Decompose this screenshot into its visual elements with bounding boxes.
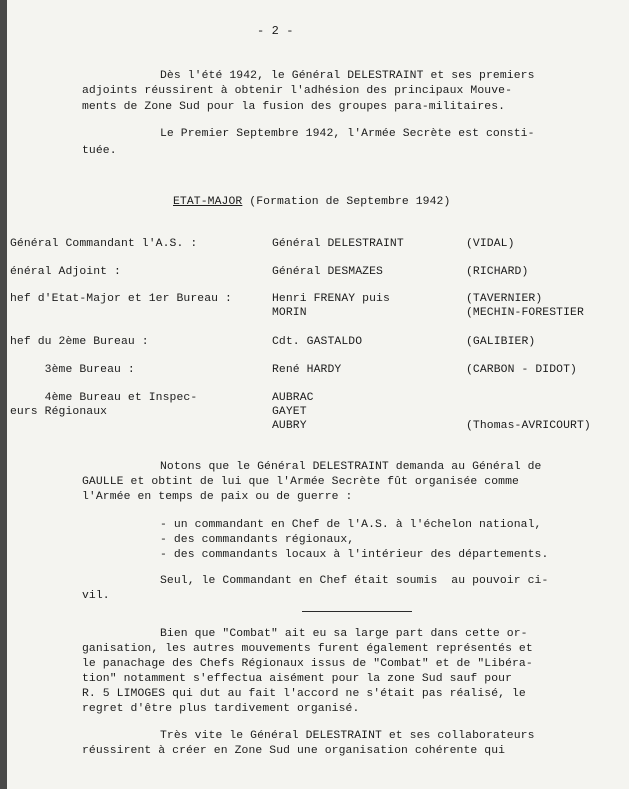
notons-line-3: l'Armée en temps de paix ou de guerre : — [82, 491, 353, 503]
intro-line-1: Dès l'été 1942, le Général DELESTRAINT et ses premiers — [160, 70, 535, 82]
bien-line-3: le panachage des Chefs Régionaux issus de "Combat" et de "Libéra- — [82, 658, 533, 670]
staff-pseudonym: (GALIBIER) — [466, 336, 536, 348]
staff-pseudonym: (MECHIN-FORESTIER — [466, 307, 584, 319]
staff-name: Cdt. GASTALDO — [272, 336, 363, 348]
bien-line-2: ganisation, les autres mouvements furent également représentés et — [82, 643, 533, 655]
staff-name: Henri FRENAY puis — [272, 293, 390, 305]
staff-name: René HARDY — [272, 364, 342, 376]
list-item: - des commandants régionaux, — [160, 534, 355, 546]
staff-heading-label: ETAT-MAJOR — [173, 196, 243, 208]
seul-line-2: vil. — [82, 590, 110, 602]
staff-pseudonym: (CARBON - DIDOT) — [466, 364, 577, 376]
staff-name: GAYET — [272, 406, 307, 418]
staff-pseudonym: (Thomas-AVRICOURT) — [466, 420, 591, 432]
list-item: - des commandants locaux à l'intérieur des départements. — [160, 549, 549, 561]
staff-pseudonym: (RICHARD) — [466, 266, 529, 278]
page-number: - 2 - — [257, 24, 294, 38]
scan-edge — [0, 0, 7, 789]
intro-line-3: ments de Zone Sud pour la fusion des groupes para-militaires. — [82, 101, 506, 113]
staff-name: Général DELESTRAINT — [272, 238, 404, 250]
staff-heading-suffix: (Formation de Septembre 1942) — [242, 196, 451, 208]
separator-line — [302, 611, 412, 612]
formation-line-1: Le Premier Septembre 1942, l'Armée Secrète est consti- — [160, 128, 535, 140]
staff-name: MORIN — [272, 307, 307, 319]
staff-role: eurs Régionaux — [10, 406, 108, 418]
notons-line-2: GAULLE et obtint de lui que l'Armée Secrète fût organisée comme — [82, 476, 519, 488]
bien-line-1: Bien que "Combat" ait eu sa large part dans cette or- — [160, 628, 528, 640]
staff-role: énéral Adjoint : — [10, 266, 121, 278]
tres-line-1: Très vite le Général DELESTRAINT et ses collaborateurs — [160, 730, 535, 742]
list-item: - un commandant en Chef de l'A.S. à l'échelon national, — [160, 519, 542, 531]
staff-role: hef du 2ème Bureau : — [10, 336, 149, 348]
staff-role: hef d'Etat-Major et 1er Bureau : — [10, 293, 232, 305]
staff-pseudonym: (TAVERNIER) — [466, 293, 543, 305]
staff-name: AUBRAC — [272, 392, 314, 404]
intro-line-2: adjoints réussirent à obtenir l'adhésion des principaux Mouve- — [82, 85, 513, 97]
bien-line-4: tion" notamment s'effectua aisément pour la zone Sud sauf pour — [82, 673, 513, 685]
bien-line-6: regret d'être plus tardivement organisé. — [82, 703, 360, 715]
staff-name: Général DESMAZES — [272, 266, 383, 278]
formation-line-2: tuée. — [82, 145, 117, 157]
staff-role: Général Commandant l'A.S. : — [10, 238, 198, 250]
staff-name: AUBRY — [272, 420, 307, 432]
seul-line-1: Seul, le Commandant en Chef était soumis au pouvoir ci- — [160, 575, 549, 587]
bien-line-5: R. 5 LIMOGES qui dut au fait l'accord ne s'était pas réalisé, le — [82, 688, 526, 700]
staff-heading — [173, 196, 450, 209]
notons-line-1: Notons que le Général DELESTRAINT demanda au Général de — [160, 461, 542, 473]
staff-role: 3ème Bureau : — [10, 364, 135, 376]
staff-role: 4ème Bureau et Inspec- — [10, 392, 198, 404]
tres-line-2: réussirent à créer en Zone Sud une organisation cohérente qui — [82, 745, 506, 757]
staff-pseudonym: (VIDAL) — [466, 238, 515, 250]
